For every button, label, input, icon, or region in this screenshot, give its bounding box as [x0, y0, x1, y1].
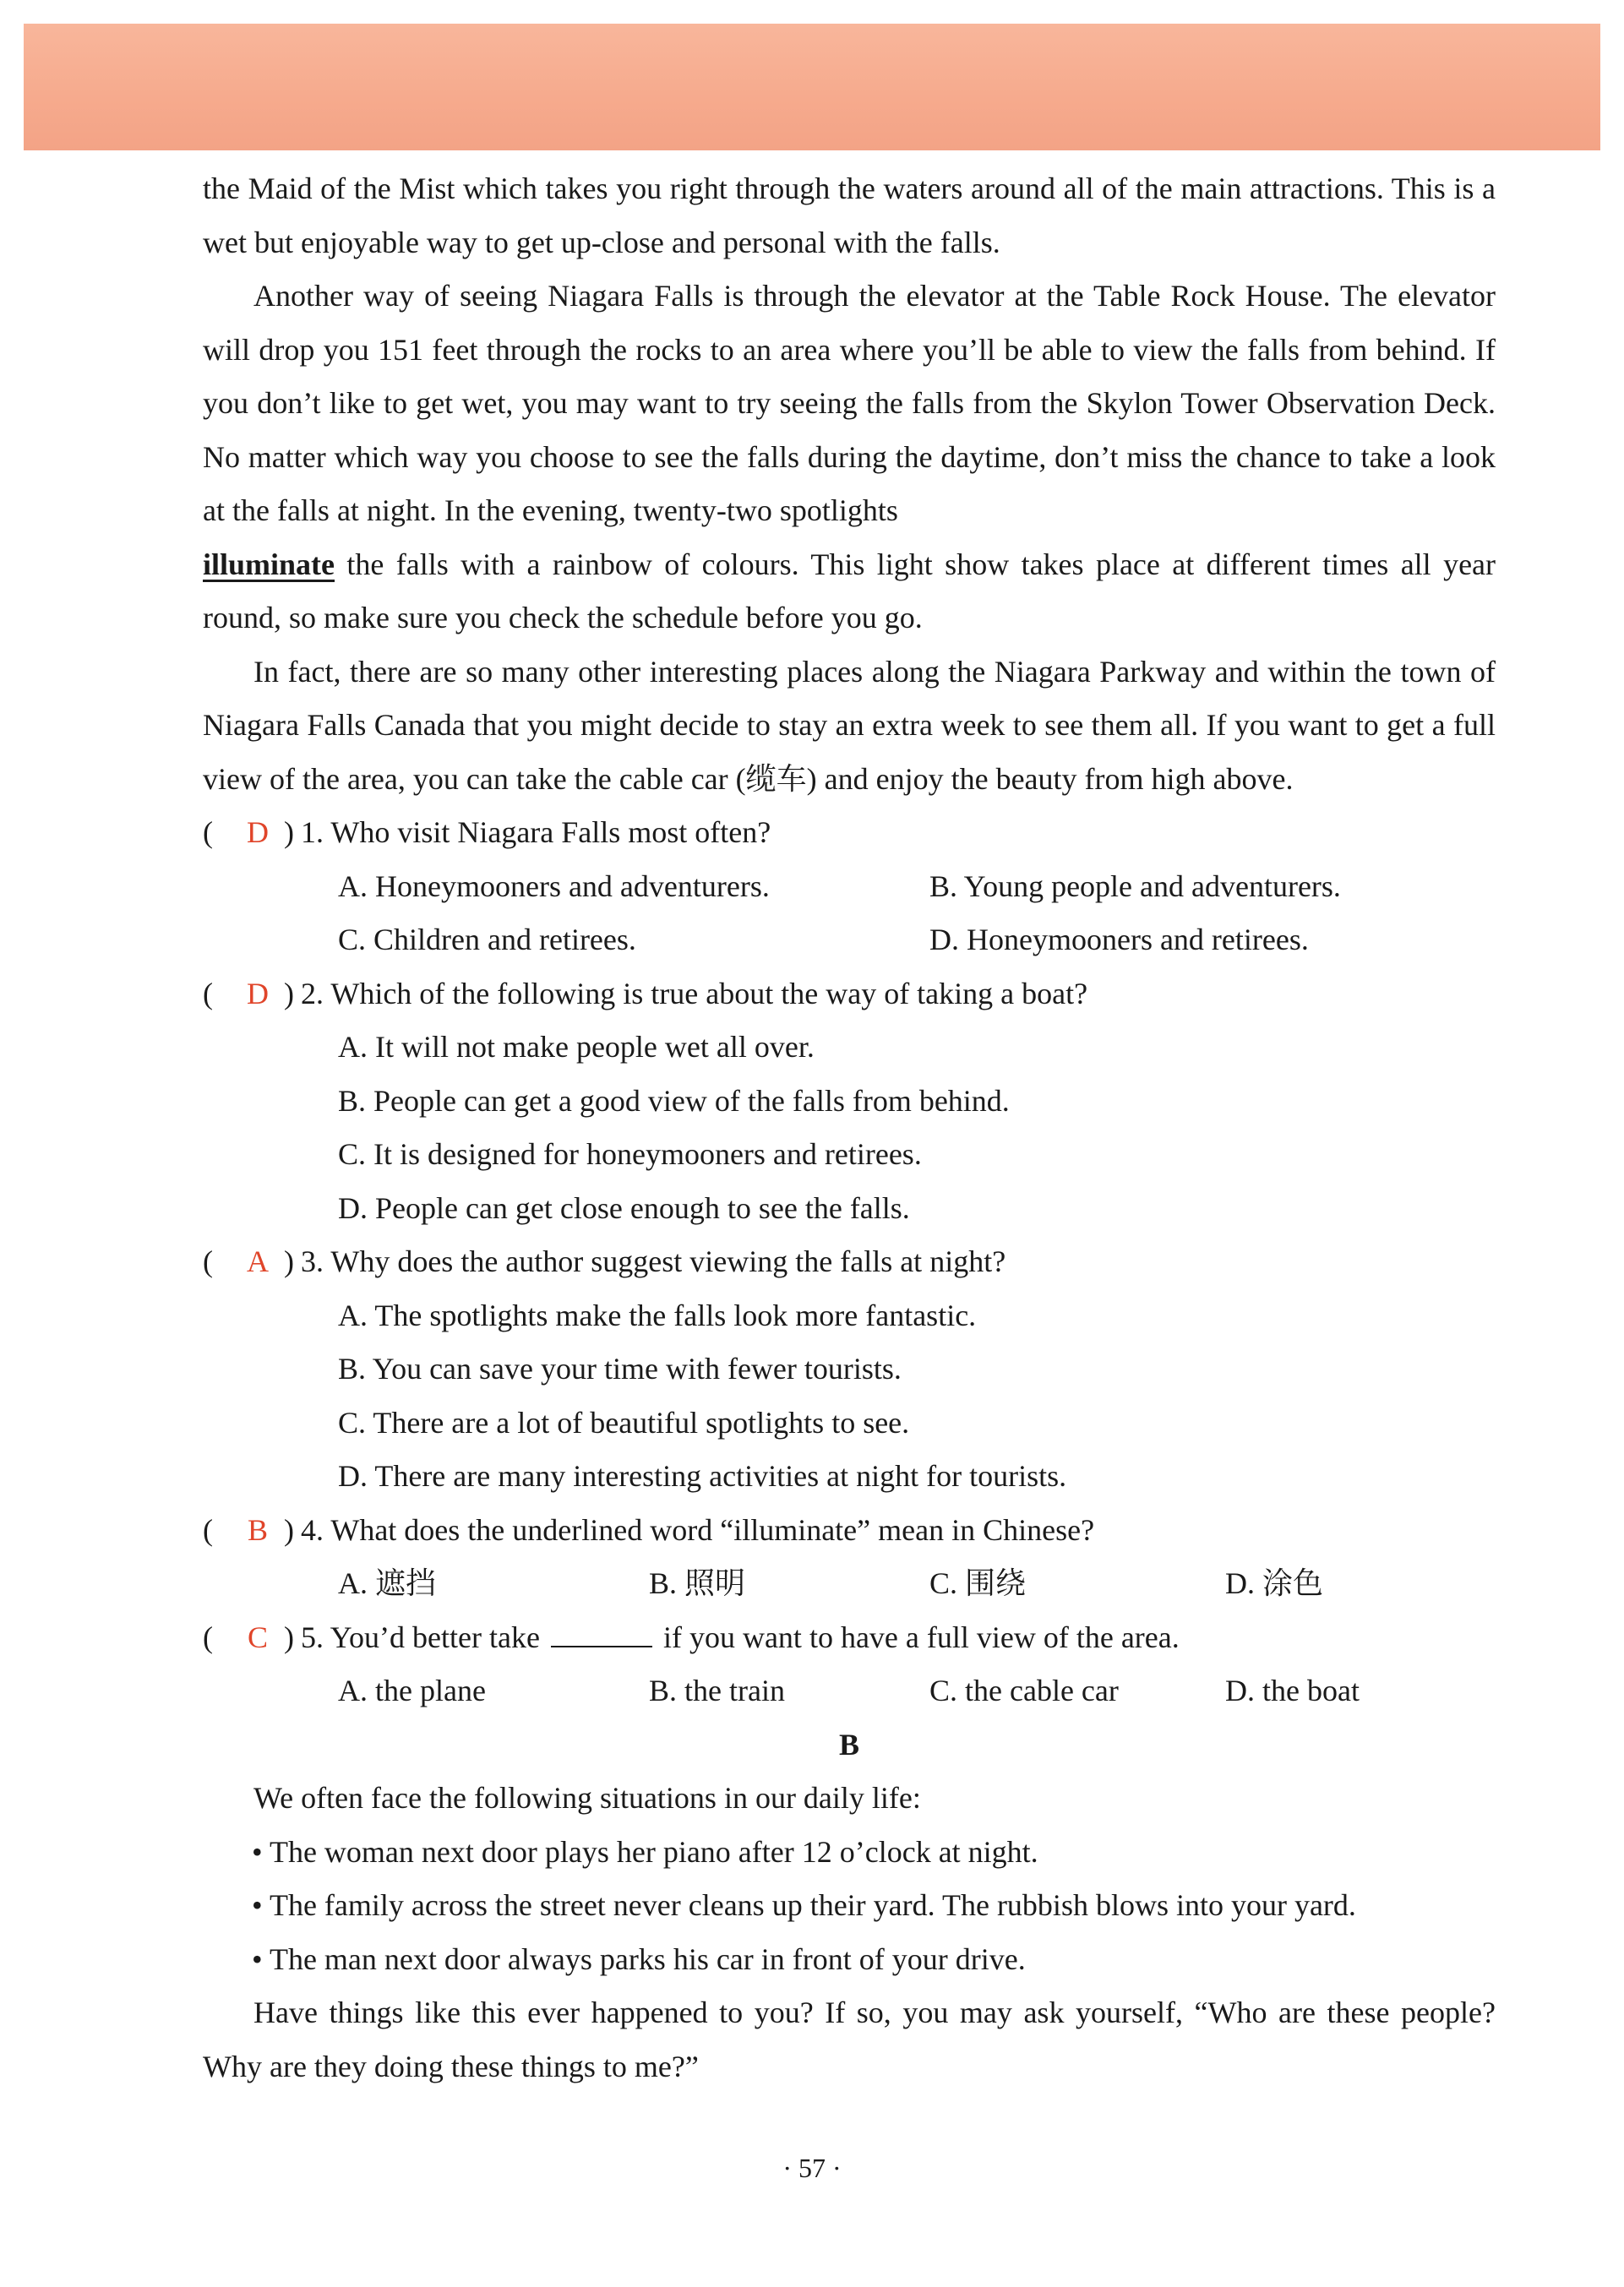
- option-row: [203, 860, 1496, 914]
- option-d: D. People can get close enough to see the falls.: [338, 1190, 910, 1225]
- option-d: D. 涂色: [1225, 1566, 1323, 1600]
- question-2: [203, 967, 1496, 1021]
- question-5-stem-before: 5. You’d better take: [301, 1620, 540, 1654]
- paragraph-3-text: the falls with a rainbow of colours. This light show takes place at different times all year round, so make sure you check the schedule before you go.: [203, 547, 1496, 634]
- option-row: [203, 913, 1496, 967]
- option-d: D. There are many interesting activities at night for tourists.: [338, 1459, 1067, 1493]
- option-a: A. It will not make people wet all over.: [338, 1030, 815, 1064]
- question-1: [203, 806, 1496, 860]
- option-row: [203, 1450, 1496, 1504]
- option-a: A. 遮挡: [338, 1566, 436, 1600]
- option-d: D. the boat: [1225, 1674, 1360, 1707]
- bullet-item: • The family across the street never cleans up their yard. The rubbish blows into your yard.: [252, 1888, 1356, 1922]
- paren-open: (: [203, 1512, 213, 1547]
- question-1-stem: 1. Who visit Niagara Falls most often?: [301, 815, 771, 849]
- section-heading: B: [838, 1727, 859, 1762]
- option-d: D. Honeymooners and retirees.: [929, 923, 1309, 956]
- paren-close: ): [284, 1620, 294, 1654]
- option-b: B. 照明: [649, 1566, 746, 1600]
- question-3-stem: 3. Why does the author suggest viewing the falls at night?: [301, 1244, 1006, 1278]
- option-b: B. People can get a good view of the falls from behind.: [338, 1083, 1010, 1118]
- paren-close: ): [284, 1512, 294, 1547]
- question-3: [203, 1235, 1496, 1289]
- answer-4: B: [247, 1512, 268, 1547]
- option-a: A. The spotlights make the falls look more fantastic.: [338, 1298, 977, 1332]
- paragraph-4: In fact, there are so many other interesting places along the Niagara Parkway and within the town of Niagara Falls Canada that you might decide to stay an extra week to see them all. If you want to get a full view of the area, you can take the cable car (缆车) and enjoy the beauty from high above.: [203, 654, 1496, 796]
- option-b: B. the train: [649, 1674, 785, 1707]
- question-5: [203, 1611, 1496, 1665]
- section-b-intro: We often face the following situations in our daily life:: [253, 1781, 921, 1815]
- option-b: B. Young people and adventurers.: [929, 869, 1341, 903]
- answer-2: D: [247, 976, 269, 1010]
- page-number: · 57 ·: [782, 2153, 842, 2183]
- option-row: [203, 1128, 1496, 1182]
- underlined-word: illuminate: [203, 547, 335, 581]
- option-row: [203, 1075, 1496, 1129]
- answer-1: D: [247, 815, 269, 849]
- question-4-stem: 4. What does the underlined word “illuminate” mean in Chinese?: [301, 1512, 1095, 1547]
- option-a: A. Honeymooners and adventurers.: [338, 869, 770, 903]
- paren-close: ): [284, 1244, 294, 1278]
- section-b-closing: Have things like this ever happened to you? If so, you may ask yourself, “Who are these people? Why are they doing these things to me?”: [203, 1996, 1496, 2083]
- paren-close: ): [284, 976, 294, 1010]
- answer-5: C: [247, 1620, 268, 1654]
- option-row: [203, 1664, 1496, 1718]
- question-4: [203, 1504, 1496, 1558]
- bullet-item: • The man next door always parks his car in front of your drive.: [252, 1941, 1026, 1976]
- header-banner: [24, 24, 1600, 150]
- paren-open: (: [203, 1244, 213, 1278]
- page-content: [203, 162, 1496, 2094]
- option-row: [203, 1397, 1496, 1451]
- option-c: C. It is designed for honeymooners and retirees.: [338, 1137, 922, 1171]
- option-row: [203, 1289, 1496, 1343]
- option-c: C. the cable car: [929, 1674, 1119, 1707]
- option-row: [203, 1021, 1496, 1075]
- paren-open: (: [203, 1620, 213, 1654]
- paren-close: ): [284, 815, 294, 849]
- option-a: A. the plane: [338, 1674, 486, 1707]
- question-5-stem-after: if you want to have a full view of the area.: [662, 1620, 1180, 1654]
- paragraph-3: [203, 538, 1496, 645]
- option-c: C. There are a lot of beautiful spotlights to see.: [338, 1405, 910, 1440]
- paren-open: (: [203, 976, 213, 1010]
- option-c: C. 围绕: [929, 1566, 1027, 1600]
- paren-open: (: [203, 815, 213, 849]
- answer-blank: [551, 1620, 652, 1647]
- option-row: [203, 1557, 1496, 1611]
- question-5-stem: [301, 1611, 1180, 1665]
- question-2-stem: 2. Which of the following is true about the way of taking a boat?: [301, 976, 1088, 1010]
- option-b: B. You can save your time with fewer tourists.: [338, 1352, 902, 1386]
- option-row: [203, 1182, 1496, 1236]
- paragraph-2: Another way of seeing Niagara Falls is through the elevator at the Table Rock House. The elevator will drop you 151 feet through the rocks to an area where you’ll be able to view the falls from behind. If you don’t like to get wet, you may want to try seeing the falls from the Skylon Tower Observation Deck. No matter which way you choose to see the falls during the daytime, don’t miss the chance to take a look at the falls at night. In the evening, twenty-two spotlights: [203, 279, 1496, 527]
- option-c: C. Children and retirees.: [338, 923, 636, 956]
- paragraph-1: the Maid of the Mist which takes you right through the waters around all of the main attractions. This is a wet but enjoyable way to get up-close and personal with the falls.: [203, 172, 1496, 259]
- answer-3: A: [247, 1244, 269, 1278]
- option-row: [203, 1342, 1496, 1397]
- bullet-item: • The woman next door plays her piano after 12 o’clock at night.: [252, 1834, 1038, 1869]
